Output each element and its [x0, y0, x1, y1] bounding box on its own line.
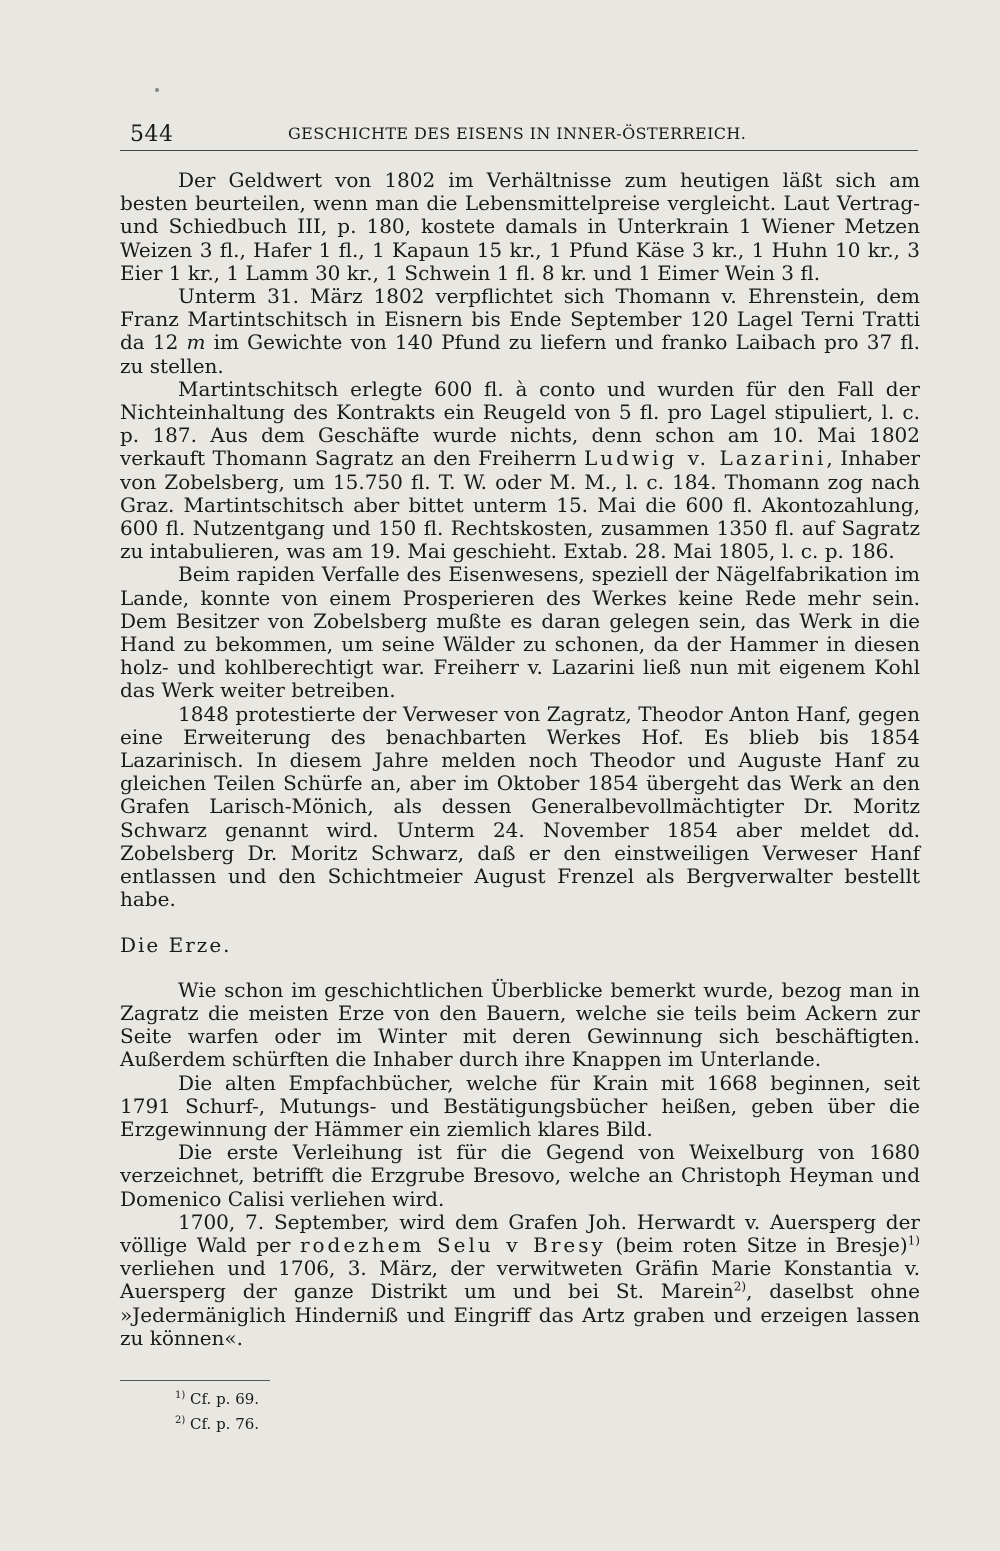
footnotes: [175, 1385, 259, 1435]
spaced-name: Ludwig v. Lazarini: [583, 446, 827, 471]
paragraph: Wie schon im geschichtlichen Überblicke bemerkt wurde, bezog man in Zagratz die meisten Erze von den Bauern, welche sie teils beim Ackern zur Seite warfen oder im Winter mit deren Gewinnung sich beschäftigten. Außerdem schürften die Inhaber durch ihre Knappen im Unterlande.: [120, 977, 920, 1072]
footnote-text: Cf. p. 69.: [190, 1390, 260, 1408]
section-heading: Die Erze.: [120, 932, 232, 957]
footnote-mark: 1): [175, 1390, 186, 1401]
paragraph: Der Geldwert von 1802 im Verhältnisse zum heutigen läßt sich am besten beurteilen, wenn man die Lebensmittelpreise vergleicht. Laut Vertrag- und Schiedbuch III, p. 180, kostete damals in Unterkrain 1 Wiener Metzen Weizen 3 fl., Hafer 1 fl., 1 Kapaun 15 kr., 1 Pfund Käse 3 kr., 1 Huhn 10 kr., 3 Eier 1 kr., 1 Lamm 30 kr., 1 Schwein 1 fl. 8 kr. und 1 Eimer Wein 3 fl.: [120, 168, 920, 285]
page-number: 544: [130, 122, 174, 147]
paragraph: Unterm 31. März 1802 verpflichtet sich Thomann v. Ehrenstein, dem Franz Martintschitsch in Eisnern bis Ende September 120 Lagel Terni Tratti da 12 m im Gewichte von 140 Pfund zu liefern und franko Laibach pro 37 fl. zu stellen.: [120, 284, 921, 378]
footnote: [175, 1385, 259, 1410]
paragraph: 1700, 7. September, wird dem Grafen Joh. Herwardt v. Auersperg der völlige Wald per rodezhem Selu v Bresy (beim roten Sitze in Bresje)$^{1)}$ verliehen und 1706, 3. März, der verwitweten Gräfin Marie Konstantia v. Auersperg der ganze Distrikt um und bei St. Marein$^{2)}$, daselbst ohne »Jedermäniglich Hinderniß und Eingriff das Artz graben und erzeigen lassen zu können«.: [120, 1209, 920, 1350]
running-title: GESCHICHTE DES EISENS IN INNER-ÖSTERREICH.: [288, 124, 747, 143]
paragraph: 1848 protestierte der Verweser von Zagratz, Theodor Anton Hanf, gegen eine Erweiterung des benachbarten Werkes Hof. Es blieb bis 1854 Lazarinisch. In diesem Jahre melden noch Theodor und Auguste Hanf zu gleichen Teilen Schürfe an, aber im Oktober 1854 übergeht das Werk an den Grafen Larisch-Mönich, als dessen Generalbevollmächtigter Dr. Moritz Schwarz genannt wird. Unterm 24. November 1854 aber meldet dd. Zobelsberg Dr. Moritz Schwarz, daß er den einstweiligen Verweser Hanf entlassen und den Schichtmeier August Frenzel als Bergverwalter bestellt habe.: [120, 701, 920, 912]
paragraph: Die alten Empfachbücher, welche für Krain mit 1668 beginnen, seit 1791 Schurf-, Mutungs- und Bestätigungsbücher heißen, geben über die Erzgewinnung der Hämmer ein ziemlich klares Bild.: [120, 1070, 920, 1141]
footnote-text: Cf. p. 76.: [190, 1415, 260, 1433]
italic-unit: m: [186, 330, 206, 355]
footnote: [175, 1410, 259, 1435]
footnote-mark: 2): [175, 1415, 186, 1426]
paragraph: Beim rapiden Verfalle des Eisenwesens, speziell der Nägelfabrikation im Lande, konnte von einem Prosperieren des Werkes keine Rede mehr sein. Dem Besitzer von Zobelsberg mußte es daran gelegen sein, das Werk in die Hand zu bekommen, um seine Wälder zu schonen, da der Hammer in diesen holz- und kohlberechtigt war. Freiherr v. Lazarini ließ nun mit eigenem Kohl das Werk weiter betreiben.: [120, 562, 920, 703]
header-rule: [120, 150, 918, 151]
footnote-ref[interactable]: 1): [907, 1233, 920, 1248]
footnote-ref[interactable]: 2): [733, 1279, 747, 1294]
paragraph: Martintschitsch erlegte 600 fl. à conto und wurden für den Fall der Nichteinhaltung des Kontrakts ein Reugeld von 5 fl. pro Lagel stipuliert, l. c. p. 187. Aus dem Geschäfte wurde nichts, denn schon am 10. Mai 1802 verkauft Thomann Sagratz an den Freiherrn Ludwig v. Lazarini, Inhaber von Zobelsberg, um 15.750 fl. T. W. oder M. M., l. c. 184. Thomann zog nach Graz. Martintschitsch aber bittet unterm 15. Mai die 600 fl. Akontozahlung, 600 fl. Nutzentgang und 150 fl. Rechtskosten, zusammen 1350 fl. auf Sagratz zu intabulieren, was am 19. Mai geschieht. Extab. 28. Mai 1805, l. c. p. 186.: [120, 376, 920, 564]
body-text: [120, 169, 920, 1350]
scan-speck: [155, 88, 159, 92]
page-header: [120, 116, 920, 152]
spaced-phrase: rodezhem Selu v Bresy: [299, 1232, 606, 1257]
footnote-rule: [120, 1380, 270, 1381]
paragraph: Die erste Verleihung ist für die Gegend von Weixelburg von 1680 verzeichnet, betrifft die Erzgrube Bresovo, welche an Christoph Heyman und Domenico Calisi verliehen wird.: [120, 1140, 920, 1211]
